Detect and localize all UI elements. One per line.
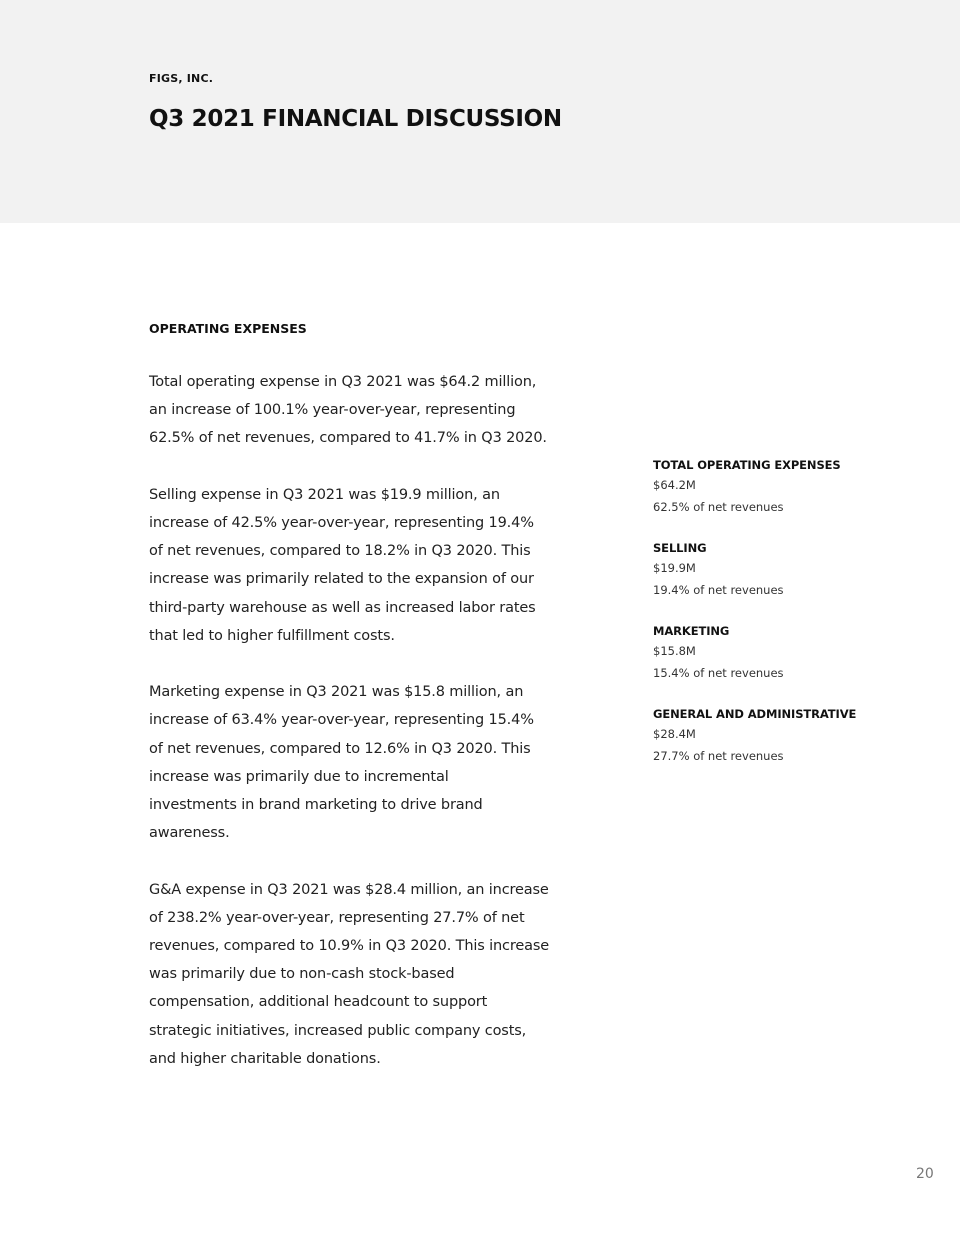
company-name: FIGS, INC. <box>149 72 214 85</box>
paragraph-ga-expense: G&A expense in Q3 2021 was $28.4 million, an increase of 238.2% year-over-year, representing 27.7% of net revenues, compared to 10.9% in Q3 2020. This increase was primarily due to non-cash stock-based compensation, additional headcount to support strategic initiatives, increased public company costs, and higher charitable donations. <box>149 881 550 1067</box>
metric-label: SELLING <box>653 541 707 555</box>
paragraph-total-operating-expense: Total operating expense in Q3 2021 was $64.2 million, an increase of 100.1% year-over-year, representing 62.5% of net revenues, compared to 41.7% in Q3 2020. <box>149 374 547 447</box>
paragraph-selling-expense: Selling expense in Q3 2021 was $19.9 million, an increase of 42.5% year-over-year, representing 19.4% of net revenues, compared to 18.2% in Q3 2020. This increase was primarily related to the expansion of our third-party warehouse as well as increased labor rates that led to higher fulfillment costs. <box>149 486 536 644</box>
metric-percent: 27.7% of net revenues <box>653 749 784 763</box>
metric-percent: 19.4% of net revenues <box>653 583 784 597</box>
metric-total-operating-expenses <box>653 457 913 518</box>
page-title: Q3 2021 FINANCIAL DISCUSSION <box>149 106 562 132</box>
metric-label: TOTAL OPERATING EXPENSES <box>653 458 841 472</box>
metric-label: GENERAL AND ADMINISTRATIVE <box>653 707 857 721</box>
metric-label: MARKETING <box>653 624 730 638</box>
metrics-sidebar <box>653 457 913 789</box>
metric-value: $28.4M <box>653 727 696 741</box>
metric-value: $15.8M <box>653 644 696 658</box>
metric-percent: 62.5% of net revenues <box>653 500 784 514</box>
section-heading: OPERATING EXPENSES <box>149 321 307 336</box>
paragraph-marketing-expense: Marketing expense in Q3 2021 was $15.8 million, an increase of 63.4% year-over-year, representing 15.4% of net revenues, compared to 12.6% in Q3 2020. This increase was primarily due to incremental investments in brand marketing to drive brand awareness. <box>149 684 534 842</box>
body-text-column <box>149 368 581 1101</box>
metric-percent: 15.4% of net revenues <box>653 666 784 680</box>
metric-value: $64.2M <box>653 478 696 492</box>
metric-selling <box>653 540 913 601</box>
metric-value: $19.9M <box>653 561 696 575</box>
metric-general-and-administrative <box>653 706 913 767</box>
metric-marketing <box>653 623 913 684</box>
page-number: 20 <box>916 1166 934 1182</box>
